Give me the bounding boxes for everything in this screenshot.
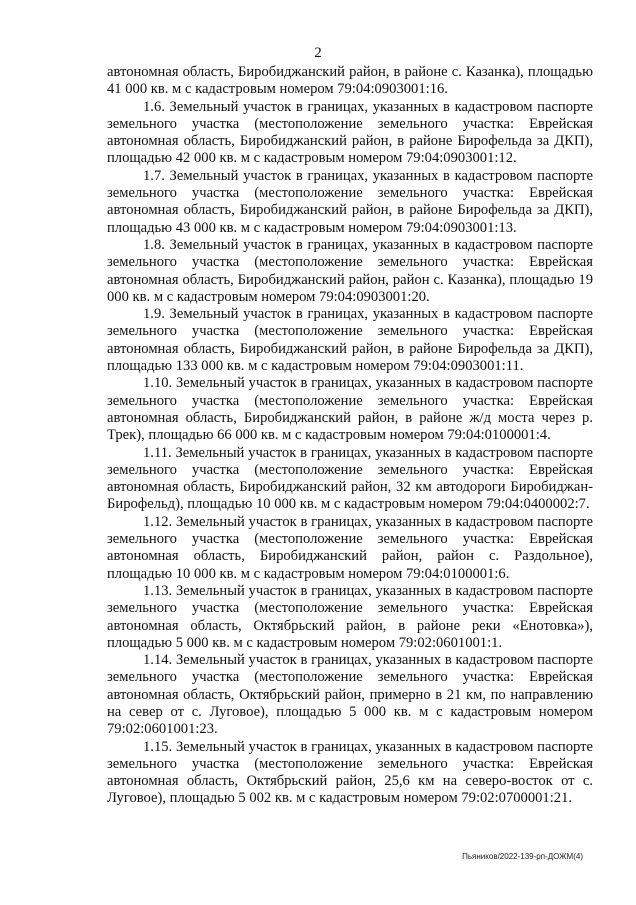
paragraph-item-1-7: 1.7. Земельный участок в границах, указанных в кадастровом паспорте земельного участка (местоположение земельного участка: Еврейская автономная область, Биробиджанский район, в районе Бирофельда за ДКП), площадью 43 000 кв. м с кадастровым номером 79:04:0903001:13.	[107, 167, 593, 236]
paragraph-item-1-14: 1.14. Земельный участок в границах, указанных в кадастровом паспорте земельного участка (местоположение земельного участка: Еврейская автономная область, Октябрьский район, примерно в 21 км, по направлению на север от с. Луговое), площадью 5 000 кв. м с кадастровым номером 79:02:0601001:23.	[107, 652, 593, 738]
paragraph-item-1-15: 1.15. Земельный участок в границах, указанных в кадастровом паспорте земельного участка (местоположение земельного участка: Еврейская автономная область, Октябрьский район, 25,6 км на северо-восток от с. Луговое), площадью 5 002 кв. м с кадастровым номером 79:02:0700001:21.	[107, 738, 593, 807]
page-number: 2	[314, 45, 322, 61]
paragraph-item-1-9: 1.9. Земельный участок в границах, указанных в кадастровом паспорте земельного участка (местоположение земельного участка: Еврейская автономная область, Биробиджанский район, в районе Бирофельда за ДКП), площадью 133 000 кв. м с кадастровым номером 79:04:0903001:11.	[107, 306, 593, 375]
paragraph-item-1-12: 1.12. Земельный участок в границах, указанных в кадастровом паспорте земельного участка (местоположение земельного участка: Еврейская автономная область, Биробиджанский район, район с. Раздольное), площадью 10 000 кв. м с кадастровым номером 79:04:0100001:6.	[107, 513, 593, 582]
paragraph-item-1-10: 1.10. Земельный участок в границах, указанных в кадастровом паспорте земельного участка (местоположение земельного участка: Еврейская автономная область, Биробиджанский район, в районе ж/д моста через р. Трек), площадью 66 000 кв. м с кадастровым номером 79:04:0100001:4.	[107, 375, 593, 444]
paragraph-item-1-11: 1.11. Земельный участок в границах, указанных в кадастровом паспорте земельного участка (местоположение земельного участка: Еврейская автономная область, Биробиджанский район, 32 км автодороги Биробиджан-Бирофельд), площадью 10 000 кв. м с кадастровым номером 79:04:0400002:7.	[107, 444, 593, 513]
paragraph-continuation: автономная область, Биробиджанский район, в районе с. Казанка), площадью 41 000 кв. м с кадастровым номером 79:04:0903001:16.	[107, 64, 593, 98]
paragraph-item-1-6: 1.6. Земельный участок в границах, указанных в кадастровом паспорте земельного участка (местоположение земельного участка: Еврейская автономная область, Биробиджанский район, в районе Бирофельда за ДКП), площадью 42 000 кв. м с кадастровым номером 79:04:0903001:12.	[107, 98, 593, 167]
document-body	[107, 64, 593, 808]
paragraph-item-1-8: 1.8. Земельный участок в границах, указанных в кадастровом паспорте земельного участка (местоположение земельного участка: Еврейская автономная область, Биробиджанский район, район с. Казанка), площадью 19 000 кв. м с кадастровым номером 79:04:0903001:20.	[107, 236, 593, 305]
document-footer-code: Пьяников/2022-139-рп-ДОЖМ(4)	[462, 852, 583, 861]
paragraph-item-1-13: 1.13. Земельный участок в границах, указанных в кадастровом паспорте земельного участка (местоположение земельного участка: Еврейская автономная область, Октябрьский район, в районе реки «Енотовка»), площадью 5 000 кв. м с кадастровым номером 79:02:0601001:1.	[107, 582, 593, 651]
